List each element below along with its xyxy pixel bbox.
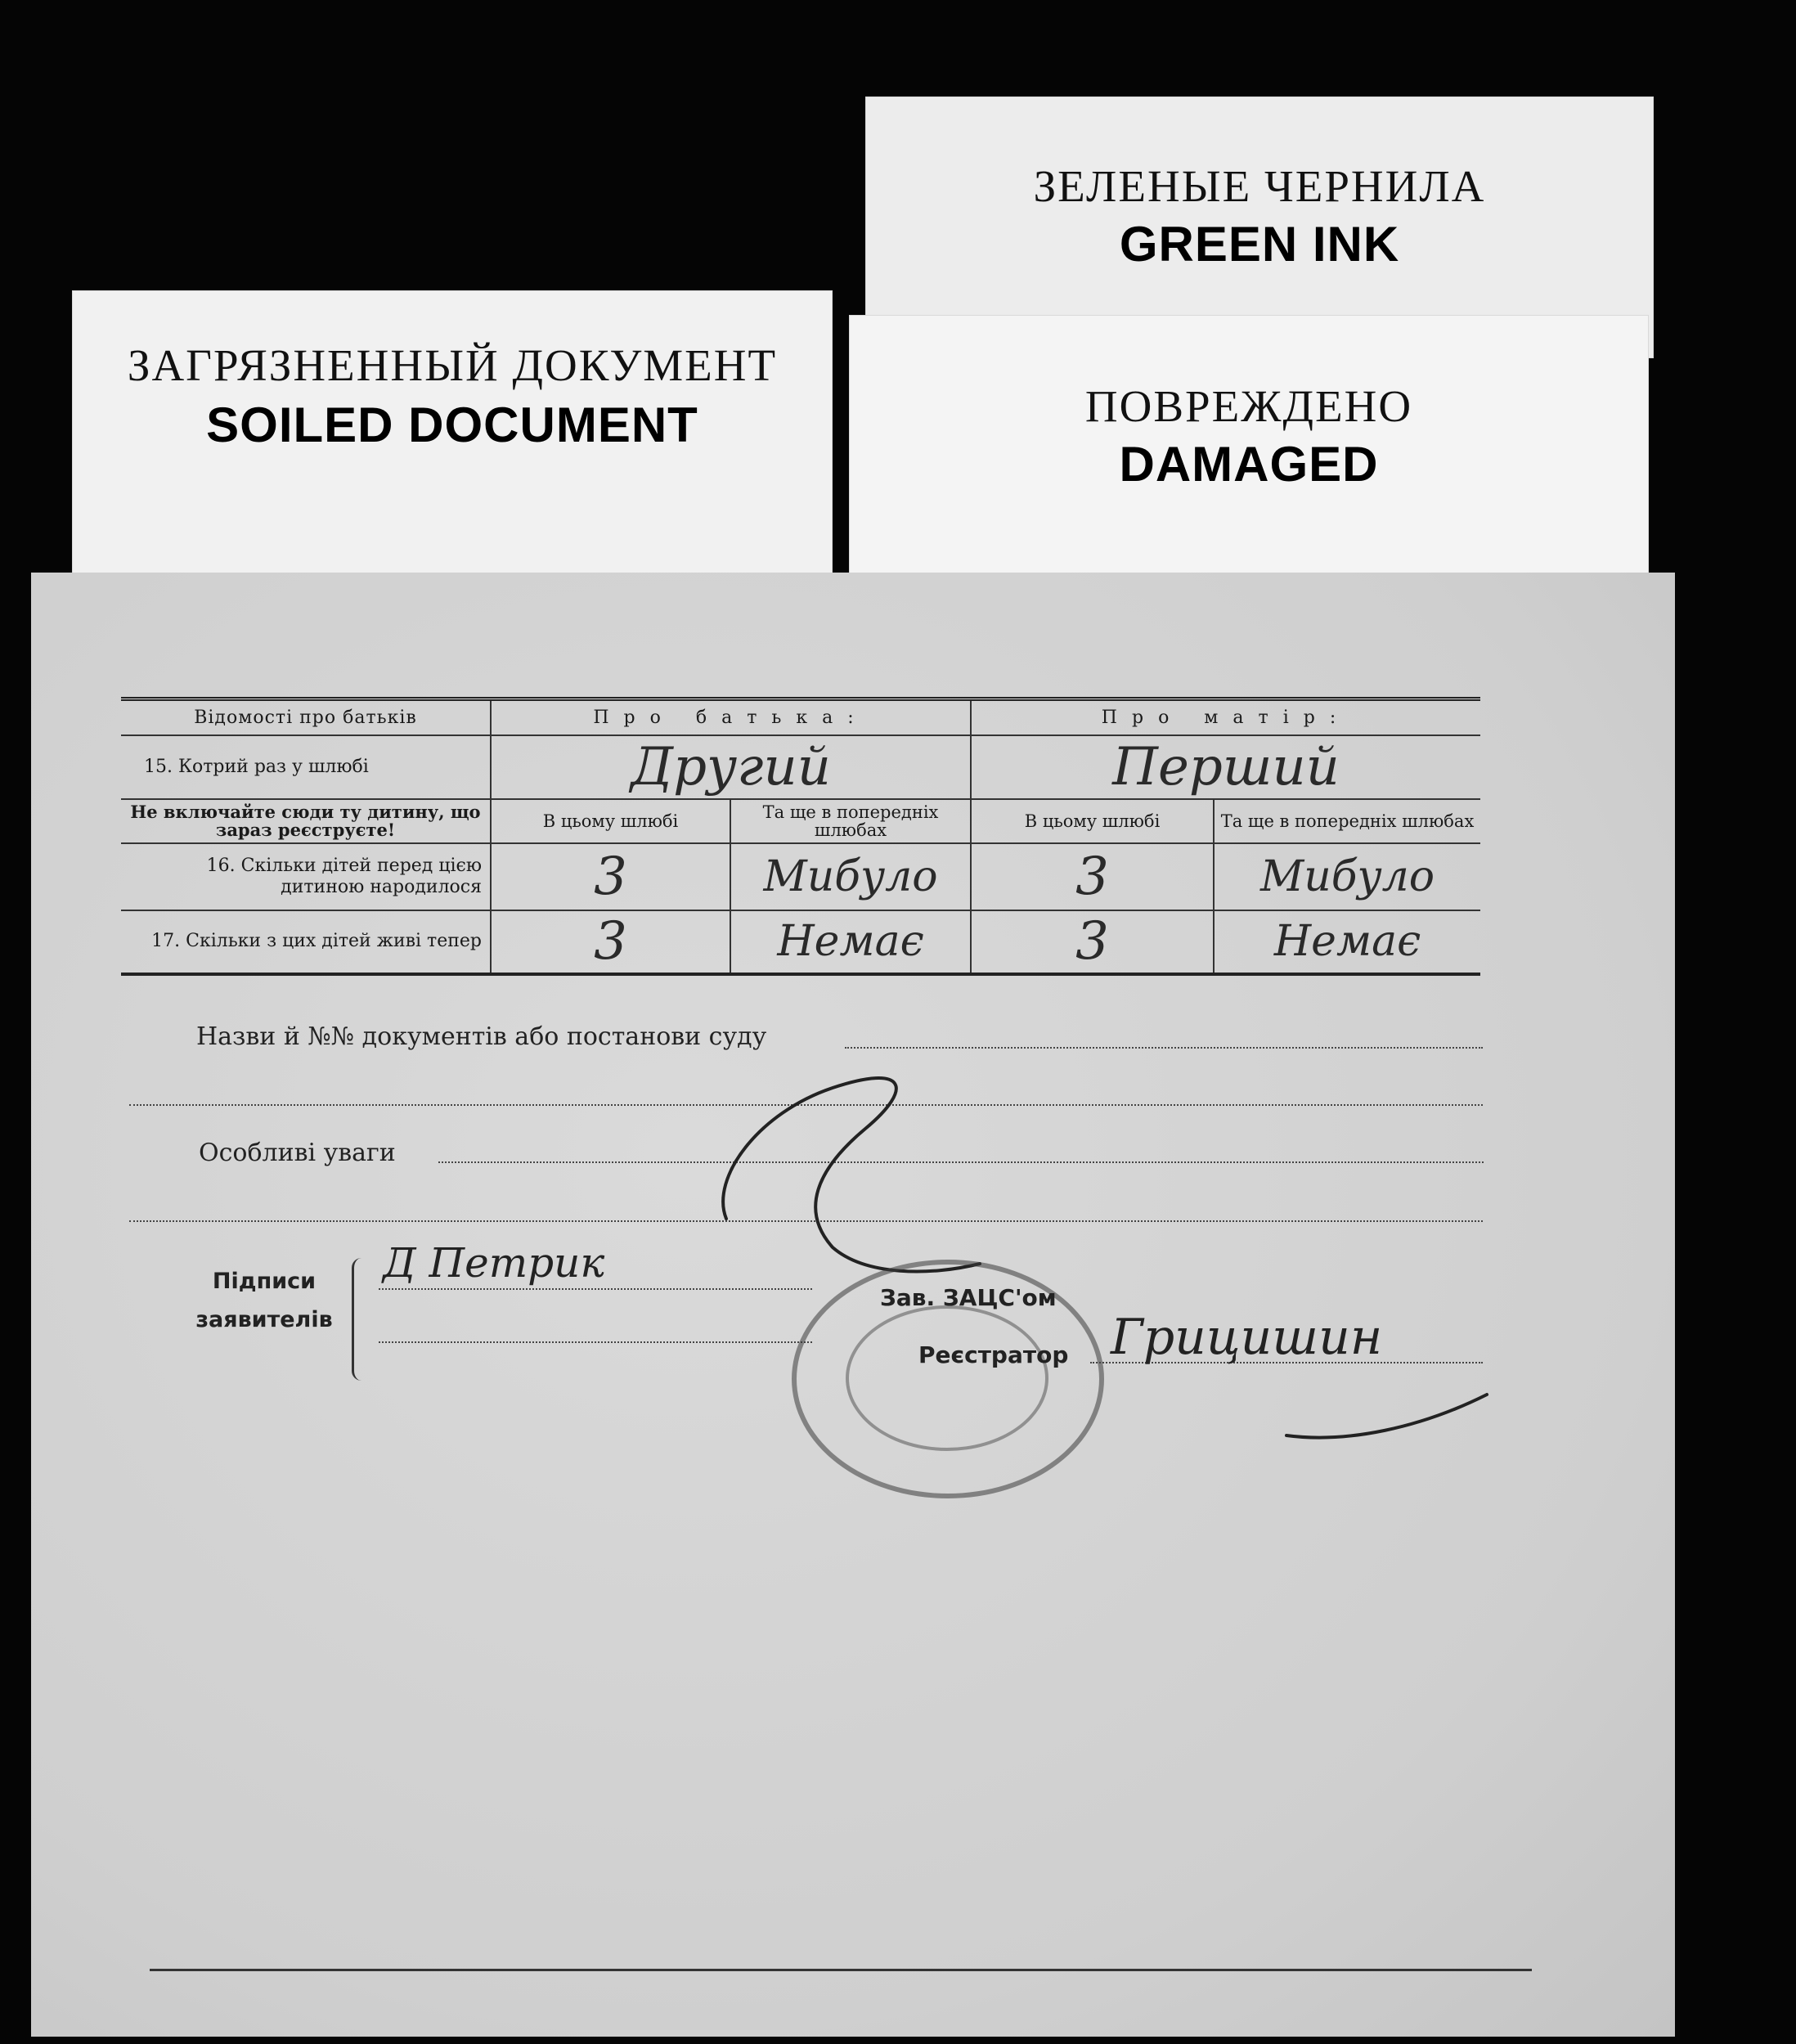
header-mother: Про матір: — [971, 699, 1480, 735]
head-zags-label: Зав. ЗАЦС'ом — [880, 1284, 1057, 1311]
signatures-label-1: Підписи — [212, 1269, 317, 1294]
soiled-ru: ЗАГРЯЗНЕННЫЙ ДОКУМЕНТ — [127, 340, 778, 390]
parents-info-table — [121, 697, 1480, 976]
signatures-brace — [352, 1258, 366, 1381]
documents-label: Назви й №№ документів або постанови суду — [196, 1022, 767, 1051]
green-ink-ru: ЗЕЛЕНЫЕ ЧЕРНИЛА — [1033, 161, 1486, 211]
exclude-child-note: Не включайте сюди ту дитину, що зараз реєструєте! — [121, 799, 491, 843]
registrar-flourish — [1282, 1382, 1495, 1448]
header-father: Про батька: — [491, 699, 971, 735]
mother-this-marriage-header: В цьому шлюбі — [971, 799, 1214, 843]
remarks-label: Особливі уваги — [199, 1139, 396, 1167]
registrar-signature: Грицишин — [1111, 1309, 1383, 1366]
q16-mother-this: 3 — [971, 843, 1214, 910]
registrar-label: Реєстратор — [918, 1341, 1069, 1368]
q17-mother-this: 3 — [971, 910, 1214, 974]
q17-father-prev: Немає — [730, 910, 971, 974]
applicant-signature: Д Петрик — [383, 1239, 605, 1287]
q15-father-value: Другий — [491, 735, 971, 799]
green-ink-en: GREEN INK — [1119, 217, 1400, 272]
document-sheet — [31, 573, 1675, 2037]
soiled-en: SOILED DOCUMENT — [206, 398, 698, 452]
bottom-rule — [150, 1969, 1532, 1971]
q17-father-this: 3 — [491, 910, 730, 974]
damaged-ru: ПОВРЕЖДЕНО — [1084, 381, 1413, 431]
father-this-marriage-header: В цьому шлюбі — [491, 799, 730, 843]
q17-label: 17. Скільки з цих дітей живі тепер — [121, 910, 491, 974]
soiled-document-card — [72, 290, 833, 577]
father-previous-header: Та ще в попередніх шлюбах — [730, 799, 971, 843]
official-stamp-inner — [846, 1305, 1048, 1451]
damaged-card — [849, 315, 1649, 585]
cancellation-stroke — [710, 1055, 1004, 1292]
q16-father-this: 3 — [491, 843, 730, 910]
documents-line-1 — [845, 1047, 1483, 1049]
mother-previous-header: Та ще в попередніх шлюбах — [1214, 799, 1480, 843]
applicant-sign-line-2 — [379, 1341, 812, 1343]
q16-label: 16. Скільки дітей перед цією дитиною народилося — [121, 843, 491, 910]
header-parents-info: Відомості про батьків — [121, 699, 491, 735]
q15-mother-value: Перший — [971, 735, 1480, 799]
damaged-en: DAMAGED — [1119, 437, 1379, 492]
applicant-sign-line-1 — [379, 1288, 812, 1290]
signatures-label-2: заявителів — [195, 1307, 333, 1332]
q16-father-prev: Мибуло — [730, 843, 971, 910]
q15-label: 15. Котрий раз у шлюбі — [121, 735, 491, 799]
q17-mother-prev: Немає — [1214, 910, 1480, 974]
q16-mother-prev: Мибуло — [1214, 843, 1480, 910]
